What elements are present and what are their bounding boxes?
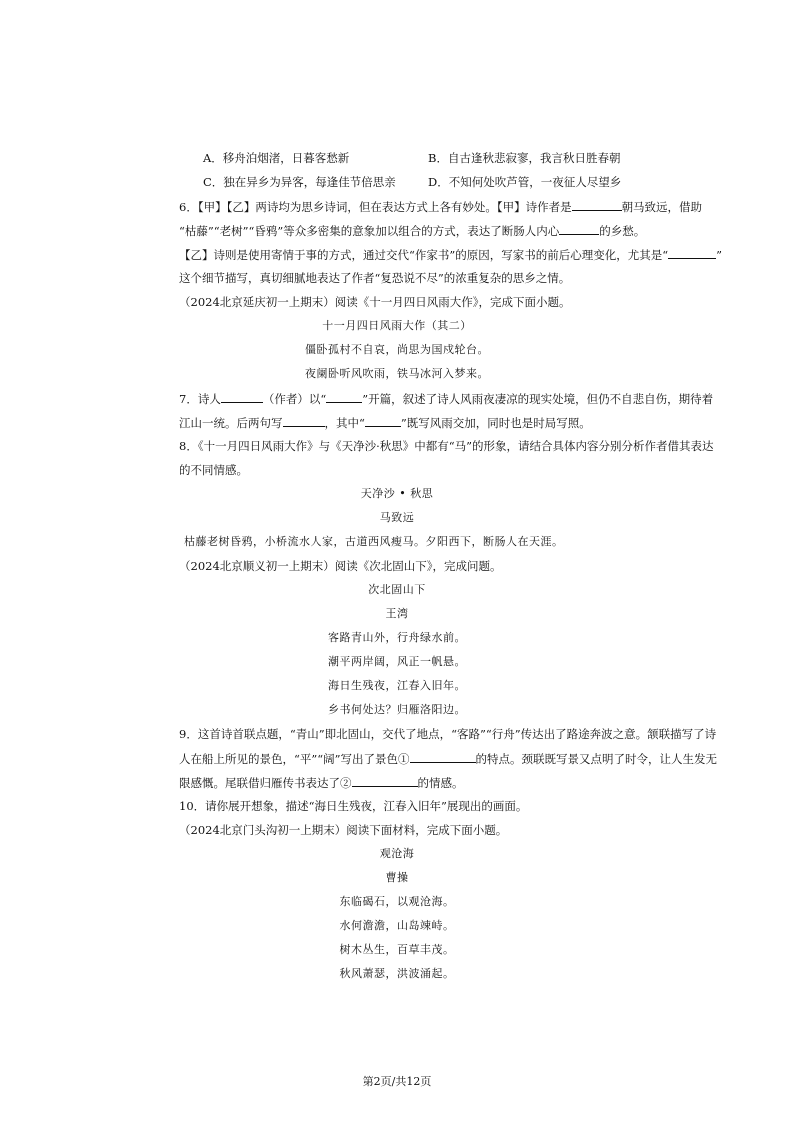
option-a: A．移舟泊烟渚，日暮客愁新 [203,151,350,165]
question-6-line-3: 【乙】诗则是使用寄情于事的方式，通过交代“作家书”的原因，写家书的前后心理变化，尤其是“ ” [179,248,723,262]
question-7-line-2: 江山一统。后两句写 ，其中“ ”既写风雨交加，同时也是时局写照。 [179,416,591,430]
answer-blank[interactable] [559,222,599,235]
question-7-line-1: 7．诗人 （作者）以“ ”开篇，叙述了诗人风雨夜凄凉的现实处境，但仍不自悲自伤，期待着 [179,392,714,406]
answer-blank[interactable] [283,414,325,427]
poem-line: 东临碣石，以观沧海。 [339,895,455,908]
poem-author: 王湾 [385,607,409,620]
question-8-line-1: 8．《十一月四日风雨大作》与《天净沙·秋思》中都有“马”的形象，请结合具体内容分别分析作者借其表达 [179,439,714,453]
answer-blank[interactable] [326,390,362,403]
poem-title: 次北固山下 [368,583,426,596]
answer-blank[interactable] [352,774,418,787]
poem-title: 天净沙 • 秋思 [360,487,434,500]
poem-author: 曹操 [385,871,409,884]
poem-author: 马致远 [379,511,415,524]
question-6-line-2: “枯藤”“老树”“昏鸦”等众多密集的意象加以组合的方式，表达了断肠人内心 的乡愁。 [179,224,646,238]
poem-line: 乡书何处达？归雁洛阳边。 [328,703,466,716]
answer-blank[interactable] [365,414,401,427]
option-b: B．自古逢秋悲寂寥，我言秋日胜春朝 [428,151,621,165]
poem-line: 秋风萧瑟，洪波涌起。 [339,967,455,980]
option-c: C．独在异乡为异客，每逢佳节倍思亲 [203,175,396,189]
poem-title: 十一月四日风雨大作（其二） [322,319,472,332]
source-note: （2024北京顺义初一上期末）阅读《次北固山下》，完成问题。 [179,559,502,573]
poem-line: 客路青山外，行舟绿水前。 [328,631,466,644]
poem-line: 树木丛生，百草丰茂。 [339,943,455,956]
question-10: 10．请你展开想象，描述“海日生残夜，江春入旧年”展现出的画面。 [179,799,528,813]
page-footer: 第2页/共12页 [362,1075,432,1088]
question-8-line-2: 的不同情感。 [179,463,248,477]
poem-line: 僵卧孤村不自哀，尚思为国戍轮台。 [305,343,489,356]
question-9-line-3: 限感慨。尾联借归雁传书表达了② 的情感。 [179,776,464,790]
poem-line: 潮平两岸阔，风正一帆悬。 [328,655,466,668]
source-note: （2024北京门头沟初一上期末）阅读下面材料，完成下面小题。 [179,823,508,837]
question-9-line-2: 人在船上所见的景色，“平”“阔”写出了景色① 的特点。颈联既写景又点明了时令，让人生发无 [179,752,718,766]
question-6-line-1: 6．【甲】【乙】两诗均为思乡诗词，但在表达方式上各有妙处。【甲】诗作者是 朝马致远，借助 [179,200,703,214]
question-9-line-1: 9．这首诗首联点题，“青山”即北固山，交代了地点，“客路”“行舟”传达出了路途奔波之意。颔联描写了诗 [179,727,717,741]
poem-line: 水何澹澹，山岛竦峙。 [339,919,455,932]
poem-line: 夜阑卧听风吹雨，铁马冰河入梦来。 [305,367,489,380]
answer-blank[interactable] [410,750,476,763]
answer-blank[interactable] [668,246,716,259]
source-note: （2024北京延庆初一上期末）阅读《十一月四日风雨大作》，完成下面小题。 [179,295,571,309]
poem-line: 海日生残夜，江春入旧年。 [328,679,466,692]
answer-blank[interactable] [221,390,263,403]
poem-title: 观沧海 [379,847,415,860]
answer-blank[interactable] [572,198,622,211]
option-d: D．不知何处吹芦管，一夜征人尽望乡 [428,175,622,189]
poem-line: 枯藤老树昏鸦，小桥流水人家，古道西风瘦马。夕阳西下，断肠人在天涯。 [184,535,564,548]
question-6-line-4: 这个细节描写，真切细腻地表达了作者“复恐说不尽”的浓重复杂的思乡之情。 [179,271,571,285]
